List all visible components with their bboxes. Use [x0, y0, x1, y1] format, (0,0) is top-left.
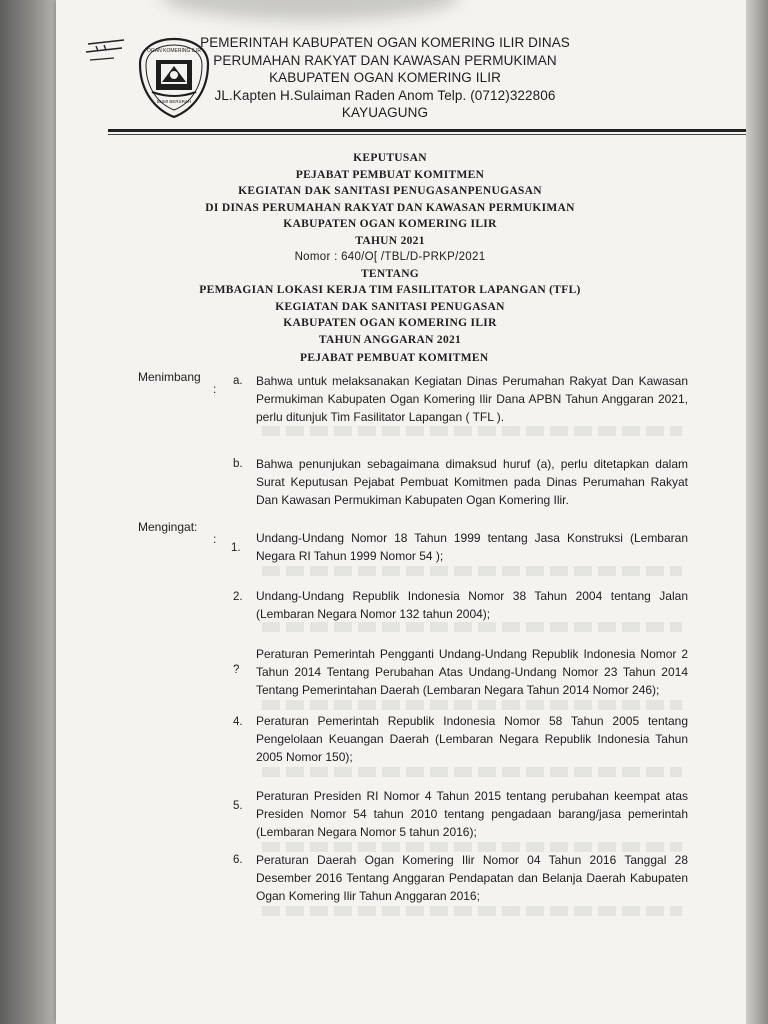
letterhead	[190, 34, 580, 122]
menimbang-item-number: a.	[233, 375, 243, 387]
mengingat-item-number: 1.	[231, 542, 241, 554]
subject-line: PEMBAGIAN LOKASI KERJA TIM FASILITATOR LAPANGAN (TFL)	[199, 284, 581, 296]
show-through-text	[262, 566, 682, 576]
menimbang-colon: :	[213, 382, 217, 396]
mengingat-item-number: ?	[233, 664, 240, 676]
decree-number: Nomor : 640/O[ /TBL/D-PRKP/2021	[294, 251, 486, 263]
tentang-heading: TENTANG	[360, 267, 420, 280]
title-line: KEGIATAN DAK SANITASI PENUGASANPENUGASAN	[238, 185, 542, 197]
letterhead-rule-thick	[108, 129, 746, 132]
subject-line: KEGIATAN DAK SANITASI PENUGASAN	[275, 300, 505, 313]
menimbang-item-number: b.	[233, 458, 243, 470]
menimbang-label: Menimbang	[138, 370, 201, 384]
scan-background-right	[746, 0, 768, 1024]
mengingat-label: Mengingat:	[138, 520, 198, 534]
letterhead-line: PEMERINTAH KABUPATEN OGAN KOMERING ILIR DINAS	[200, 35, 570, 50]
subject-line: TAHUN ANGGARAN 2021	[318, 333, 462, 346]
title-line: KABUPATEN OGAN KOMERING ILIR	[283, 218, 497, 230]
title-line: PEJABAT PEMBUAT KOMITMEN	[295, 168, 485, 181]
letterhead-address: JL.Kapten H.Sulaiman Raden Anom Telp. (0712)322806	[214, 87, 556, 103]
letterhead-rule-thin	[108, 134, 746, 135]
show-through-text	[262, 426, 682, 436]
mengingat-item-text: Undang-Undang Republik Indonesia Nomor 38 Tahun 2004 tentang Jalan (Lembaran Negara Nomor 132 tahun 2004);	[256, 589, 688, 621]
title-line: DI DINAS PERUMAHAN RAKYAT DAN KAWASAN PERMUKIMAN	[205, 201, 575, 214]
title-line: KEPUTUSAN	[353, 152, 427, 164]
show-through-text	[262, 767, 682, 777]
section-title: PEJABAT PEMBUAT KOMITMEN	[300, 352, 489, 364]
emblem-bottom-text: BUMI BERSRAH	[156, 99, 192, 104]
menimbang-item-text: Bahwa untuk melaksanakan Kegiatan Dinas Perumahan Rakyat Dan Kawasan Permukiman Kabupaten Ogan Komering Ilir Dana APBN Tahun Anggaran 2021, perlu ditunjuk Tim Fasilitator Lapangan ( TFL ).	[256, 374, 688, 424]
menimbang-item-text: Bahwa penunjukan sebagaimana dimaksud huruf (a), perlu ditetapkan dalam Surat Keputusan Pejabat Pembuat Komitmen pada Dinas Perumahan Rakyat Dan Kawasan Permukiman Kabupaten Ogan Komering Ilir.	[256, 457, 688, 507]
show-through-text	[262, 700, 682, 710]
letterhead-city: KAYUAGUNG	[341, 105, 429, 120]
mengingat-item-number: 5.	[233, 800, 243, 812]
title-line: TAHUN 2021	[355, 234, 425, 247]
mengingat-colon: :	[213, 532, 217, 546]
emblem-top-text: OGAN KOMERING ILIR	[147, 48, 201, 54]
show-through-text	[262, 622, 682, 632]
mengingat-item-number: 6.	[233, 854, 243, 866]
mengingat-item-number: 2.	[233, 591, 243, 603]
mengingat-item-number: 4.	[233, 716, 243, 728]
decree-title	[140, 150, 640, 348]
mengingat-item-text: Peraturan Pemerintah Pengganti Undang-Undang Republik Indonesia Nomor 2 Tahun 2014 Tentang Perubahan Atas Undang-Undang Nomor 23 Tahun 2014 Tentang Pemerintahan Daerah (Lembaran Negara Tahun 2014 Nomor 246);	[256, 647, 688, 697]
show-through-text	[262, 906, 682, 916]
scan-background-left	[0, 0, 56, 1024]
mengingat-item-text: Peraturan Pemerintah Republik Indonesia Nomor 58 Tahun 2005 tentang Pengelolaan Keuangan Daerah (Lembaran Negara Republik Indonesia Tahun 2005 Nomor 150);	[256, 714, 688, 764]
letterhead-line: KABUPATEN OGAN KOMERING ILIR	[269, 70, 501, 85]
subject-line: KABUPATEN OGAN KOMERING ILIR	[283, 317, 497, 329]
mengingat-item-text: Peraturan Presiden RI Nomor 4 Tahun 2015 tentang perubahan keempat atas Presiden Nomor 54 tahun 2010 tentang pengadaan barang/jasa pemerintah (Lembaran Negara Nomor 5 tahun 2016);	[256, 789, 688, 839]
handwritten-mark-icon	[84, 36, 128, 66]
mengingat-item-text: Undang-Undang Nomor 18 Tahun 1999 tentang Jasa Konstruksi (Lembaran Negara RI Tahun 1999 Nomor 54 );	[256, 531, 688, 563]
letterhead-line: PERUMAHAN RAKYAT DAN KAWASAN PERMUKIMAN	[213, 52, 557, 68]
mengingat-item-text: Peraturan Daerah Ogan Komering Ilir Nomor 04 Tahun 2016 Tanggal 28 Desember 2016 Tentang Anggaran Pendapatan dan Belanja Daerah Kabupaten Ogan Komering Ilir Tahun Anggaran 2016;	[256, 853, 688, 903]
